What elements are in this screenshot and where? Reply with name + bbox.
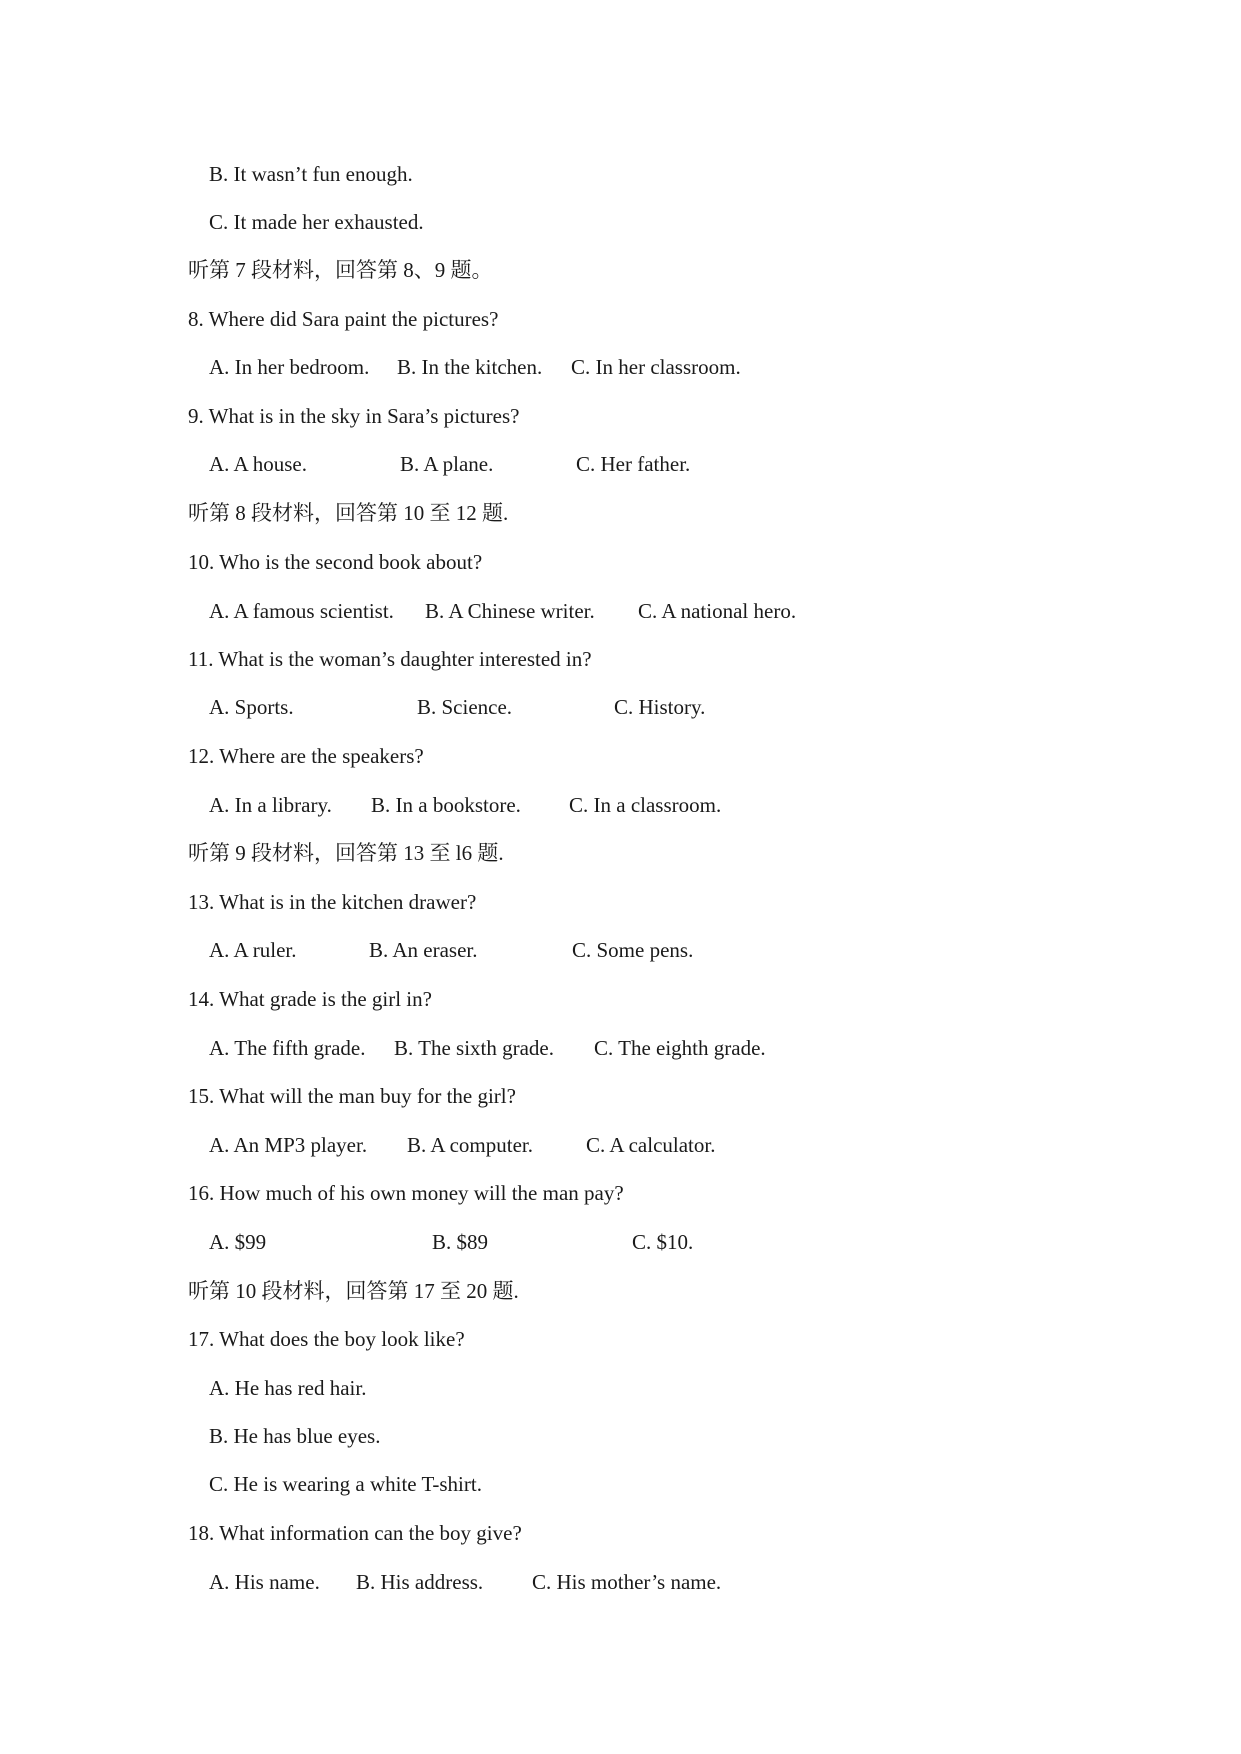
q14-option-c: C. The eighth grade. (594, 1036, 766, 1060)
q8-options (0, 353, 1241, 381)
q17-option-b: B. He has blue eyes. (209, 1424, 381, 1448)
q11-options (0, 693, 1241, 721)
q15-options (0, 1131, 1241, 1159)
q12-options (0, 791, 1241, 819)
q11-option-a: A. Sports. (209, 695, 294, 719)
q8-option-c: C. In her classroom. (571, 355, 741, 379)
q13-option-b: B. An eraser. (369, 938, 478, 962)
q18-option-b: B. His address. (356, 1570, 484, 1594)
q13-options (0, 936, 1241, 964)
q11-option-b: B. Science. (417, 695, 513, 719)
question-18: 18. What information can the boy give? (188, 1521, 522, 1545)
q15-option-b: B. A computer. (407, 1133, 533, 1157)
section-8-instruction: 听第 8 段材料，回答第 10 至 12 题. (188, 501, 509, 525)
q13-option-a: A. A ruler. (209, 938, 297, 962)
q9-option-a: A. A house. (209, 452, 308, 476)
question-9: 9. What is in the sky in Sara’s pictures? (188, 404, 520, 428)
q17-option-a: A. He has red hair. (209, 1376, 367, 1400)
q14-option-a: A. The fifth grade. (209, 1036, 366, 1060)
section-9-instruction: 听第 9 段材料，回答第 13 至 l6 题. (188, 841, 504, 865)
q10-options (0, 597, 1241, 625)
question-16: 16. How much of his own money will the man pay? (188, 1181, 624, 1205)
q16-option-c: C. $10. (632, 1230, 694, 1254)
section-10-instruction: 听第 10 段材料，回答第 17 至 20 题. (188, 1279, 519, 1303)
q14-options (0, 1034, 1241, 1062)
q16-option-a: A. $99 (209, 1230, 267, 1254)
section-7-instruction: 听第 7 段材料，回答第 8、9 题。 (188, 258, 493, 282)
q14-option-b: B. The sixth grade. (394, 1036, 555, 1060)
question-11: 11. What is the woman’s daughter interested in? (188, 647, 592, 671)
q9-options (0, 450, 1241, 478)
q18-options (0, 1568, 1241, 1596)
q9-option-c: C. Her father. (576, 452, 691, 476)
q10-option-a: A. A famous scientist. (209, 599, 394, 623)
question-8: 8. Where did Sara paint the pictures? (188, 307, 499, 331)
q12-option-a: A. In a library. (209, 793, 332, 817)
q17-option-c: C. He is wearing a white T-shirt. (209, 1472, 482, 1496)
question-13: 13. What is in the kitchen drawer? (188, 890, 477, 914)
q8-option-b: B. In the kitchen. (397, 355, 543, 379)
q18-option-a: A. His name. (209, 1570, 320, 1594)
q10-option-b: B. A Chinese writer. (425, 599, 595, 623)
q12-option-b: B. In a bookstore. (371, 793, 521, 817)
q11-option-c: C. History. (614, 695, 706, 719)
q18-option-c: C. His mother’s name. (532, 1570, 722, 1594)
q16-options (0, 1228, 1241, 1256)
q10-option-c: C. A national hero. (638, 599, 797, 623)
question-14: 14. What grade is the girl in? (188, 987, 432, 1011)
q12-option-c: C. In a classroom. (569, 793, 722, 817)
q13-option-c: C. Some pens. (572, 938, 694, 962)
q16-option-b: B. $89 (432, 1230, 489, 1254)
question-10: 10. Who is the second book about? (188, 550, 483, 574)
q15-option-c: C. A calculator. (586, 1133, 716, 1157)
q7-option-c: C. It made her exhausted. (209, 210, 424, 234)
question-17: 17. What does the boy look like? (188, 1327, 465, 1351)
q15-option-a: A. An MP3 player. (209, 1133, 368, 1157)
q8-option-a: A. In her bedroom. (209, 355, 370, 379)
question-15: 15. What will the man buy for the girl? (188, 1084, 516, 1108)
q9-option-b: B. A plane. (400, 452, 494, 476)
q7-option-b: B. It wasn’t fun enough. (209, 162, 413, 186)
question-12: 12. Where are the speakers? (188, 744, 424, 768)
